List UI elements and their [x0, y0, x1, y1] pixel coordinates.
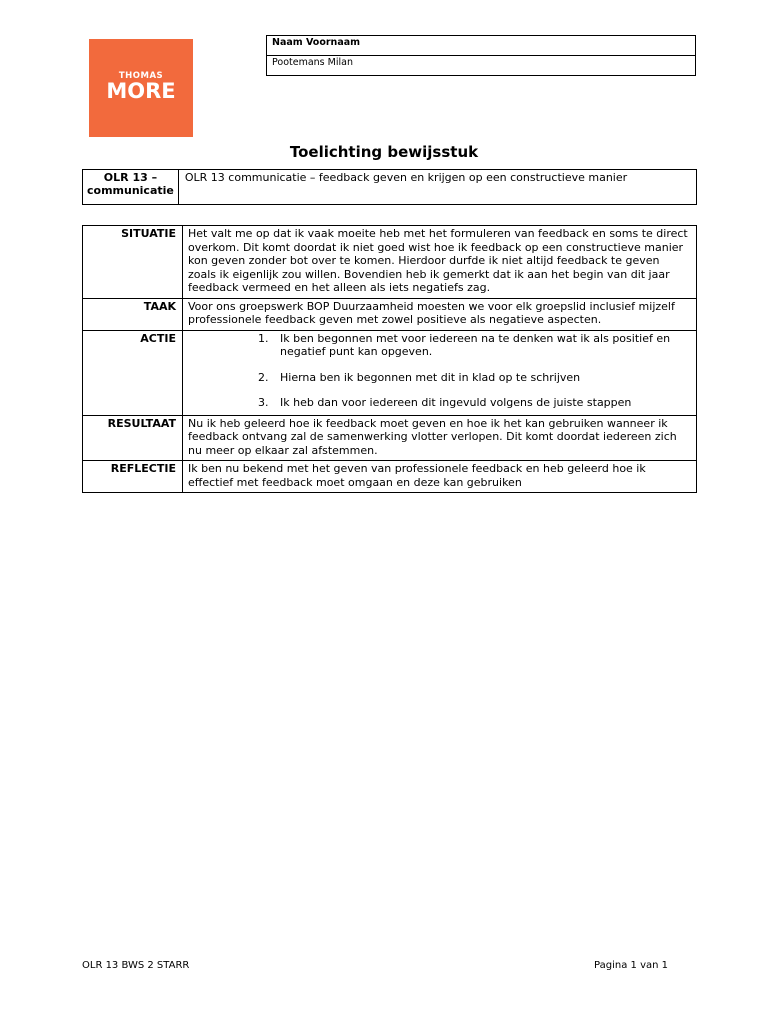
starr-row-taak: [83, 298, 697, 330]
name-box-value: Pootemans Milan: [267, 56, 696, 76]
list-item-number: 2.: [258, 370, 269, 384]
olr-table: [82, 169, 697, 205]
actie-label: ACTIE: [83, 330, 183, 415]
situatie-text: Het valt me op dat ik vaak moeite heb met het formuleren van feedback en soms te direct overkom. Dit komt doordat ik niet goed wist hoe ik feedback op een constructieve manier kon geven zonder bot over te komen. Hierdoor durfde ik niet altijd feedback te geven zoals ik eigenlijk zou willen. Bovendien heb ik gemerkt dat ik aan het begin van dit jaar feedback vermeed en het alleen als iets negatiefs zag.: [183, 226, 697, 299]
resultaat-text: Nu ik heb geleerd hoe ik feedback moet geven en hoe ik het kan gebruiken wanneer ik feedback ontvang zal de samenwerking vlotter verlopen. Dit komt doordat iedereen zich nu meer op elkaar zal afstemmen.: [183, 415, 697, 461]
footer-document-id: OLR 13 BWS 2 STARR: [82, 960, 190, 971]
logo-line-1: THOMAS: [118, 71, 164, 81]
olr-label: [83, 170, 179, 205]
list-item-number: 1.: [258, 331, 269, 345]
list-item: [258, 396, 691, 410]
name-box: [266, 35, 696, 76]
situatie-label: SITUATIE: [83, 226, 183, 299]
actie-list: [188, 332, 691, 410]
list-item-number: 3.: [258, 396, 269, 409]
starr-row-resultaat: [83, 415, 697, 461]
list-item-text: Ik heb dan voor iedereen dit ingevuld volgens de juiste stappen: [280, 396, 632, 409]
resultaat-label: RESULTAAT: [83, 415, 183, 461]
taak-text: Voor ons groepswerk BOP Duurzaamheid moesten we voor elk groepslid inclusief mijzelf professionele feedback geven met zowel positieve als negatieve aspecten.: [183, 298, 697, 330]
name-box-header: Naam Voornaam: [267, 36, 696, 56]
starr-row-reflectie: [83, 461, 697, 493]
list-item-text: Hierna ben ik begonnen met dit in klad op te schrijven: [280, 370, 581, 384]
olr-label-line-2: communicatie: [87, 184, 174, 197]
starr-row-actie: [83, 330, 697, 415]
thomas-more-logo: [89, 39, 193, 137]
actie-content: [183, 330, 697, 415]
taak-label: TAAK: [83, 298, 183, 330]
reflectie-text: Ik ben nu bekend met het geven van professionele feedback en heb geleerd hoe ik effectief met feedback moet omgaan en deze kan gebruiken: [183, 461, 697, 493]
starr-table: [82, 225, 697, 493]
footer-page-number: Pagina 1 van 1: [594, 960, 668, 971]
logo-line-2: MORE: [106, 79, 176, 103]
olr-text: OLR 13 communicatie – feedback geven en krijgen op een constructieve manier: [178, 170, 696, 205]
olr-label-line-1: OLR 13 –: [103, 171, 158, 184]
list-item: [258, 332, 691, 359]
list-item: [258, 371, 691, 385]
page-title: Toelichting bewijsstuk: [289, 143, 479, 161]
starr-row-situatie: [83, 226, 697, 299]
list-item-text: Ik ben begonnen met voor iedereen na te denken wat ik als positief en negatief punt kan opgeven.: [280, 331, 671, 358]
reflectie-label: REFLECTIE: [83, 461, 183, 493]
